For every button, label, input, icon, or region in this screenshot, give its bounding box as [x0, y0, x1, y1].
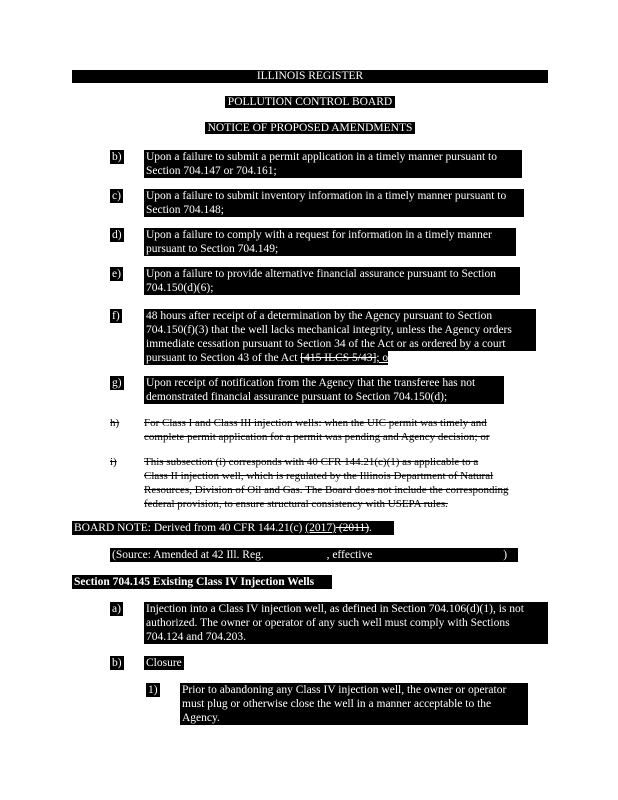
item-label: d) — [112, 229, 122, 241]
item-label: c) — [112, 190, 121, 202]
item-b-line-1: Upon a failure to submit a permit application in a timely manner pursuant to — [144, 150, 522, 164]
sub-item-label: 1) — [148, 684, 158, 696]
item-h-label: h) — [110, 417, 120, 429]
sub-1-line-1: Prior to abandoning any Class IV injection well, the owner or operator — [180, 683, 528, 697]
item-i-line-2: Class II injection well, which is regulated by the Illinois Department of Natural — [144, 470, 494, 482]
section-a-line-3: 704.124 and 704.203. — [144, 630, 548, 644]
item-b-line-2: Section 704.147 or 704.161; — [144, 164, 522, 178]
board-note — [72, 521, 394, 535]
board-note-text: BOARD NOTE: Derived from 40 CFR 144.21(c) — [74, 522, 306, 534]
item-label: b) — [112, 151, 122, 163]
board-note-new-year: (2017) — [305, 522, 336, 534]
notice-title-text: NOTICE OF PROPOSED AMENDMENTS — [205, 122, 416, 134]
source-effective: , effective — [326, 549, 376, 561]
board-note-period: . — [369, 522, 372, 534]
register-title-text: ILLINOIS REGISTER — [254, 70, 366, 82]
source-close: ) — [503, 549, 508, 561]
item-f-line-4 — [144, 351, 392, 365]
sub-1-line-2: must plug or otherwise close the well in a manner acceptable to the — [180, 697, 528, 711]
item-g-line-1: Upon receipt of notification from the Agency that the transferee has not — [144, 376, 504, 390]
item-i-label: i) — [110, 456, 117, 468]
section-item-label: a) — [112, 603, 121, 615]
item-g-line-2: demonstrated financial assurance pursuant to Section 704.150(d); — [144, 390, 504, 404]
item-f-line-2: 704.150(f)(3) that the well lacks mechanical integrity, unless the Agency orders — [144, 323, 536, 337]
section-a-line-1: Injection into a Class IV injection well, as defined in Section 704.106(d)(1), is not — [144, 602, 548, 616]
item-c-line-2: Section 704.148; — [144, 203, 524, 217]
item-i-line-3: Resources, Division of Oil and Gas. The Board does not include the corresponding — [144, 484, 509, 496]
item-label: e) — [112, 268, 121, 280]
item-f-line-3: immediate cessation pursuant to Section 34 of the Act or as ordered by a court — [144, 337, 536, 351]
item-h-line-2: complete permit application for a permit was pending and Agency decision; or — [144, 431, 490, 443]
item-label: g) — [112, 377, 122, 389]
notice-title — [72, 122, 548, 135]
sub-1-line-3: Agency. — [180, 711, 528, 725]
item-e-line-2: 704.150(d)(6); — [144, 281, 520, 295]
deleted-citation: [415 ILCS 5/43] — [300, 352, 377, 364]
section-a-line-2: authorized. The owner or operator of any such well must comply with Sections — [144, 616, 548, 630]
item-i-line-4: federal provision, to ensure structural consistency with USEPA rules. — [144, 498, 448, 510]
item-i-line-1: This subsection (i) corresponds with 40 CFR 144.21(c)(1) as applicable to a — [144, 456, 479, 468]
section-heading: Section 704.145 Existing Class IV Injection Wells — [72, 575, 332, 589]
item-d-line-1: Upon a failure to comply with a request for information in a timely manner — [144, 228, 516, 242]
section-item-label: b) — [112, 657, 122, 669]
item-e-line-1: Upon a failure to provide alternative financial assurance pursuant to Section — [144, 267, 520, 281]
source-text: (Source: Amended at 42 Ill. Reg. — [112, 549, 267, 561]
board-note-old-year: (2011) — [335, 522, 370, 534]
board-title-text: POLLUTION CONTROL BOARD — [225, 96, 395, 108]
section-b-line-1: Closure — [146, 657, 182, 669]
board-title — [72, 96, 548, 109]
item-label: f) — [112, 310, 120, 322]
item-c-line-1: Upon a failure to submit inventory information in a timely manner pursuant to — [144, 189, 524, 203]
item-h-line-1: For Class I and Class III injection wells: when the UIC permit was timely and — [144, 417, 487, 429]
source-line — [110, 548, 518, 562]
item-f-line-4-text: pursuant to Section 43 of the Act — [146, 352, 301, 364]
register-title — [72, 70, 548, 83]
item-d-line-2: pursuant to Section 704.149; — [144, 242, 516, 256]
item-f-line-1: 48 hours after receipt of a determination by the Agency pursuant to Section — [144, 309, 536, 323]
inserted-conjunction: ; or — [376, 352, 392, 364]
